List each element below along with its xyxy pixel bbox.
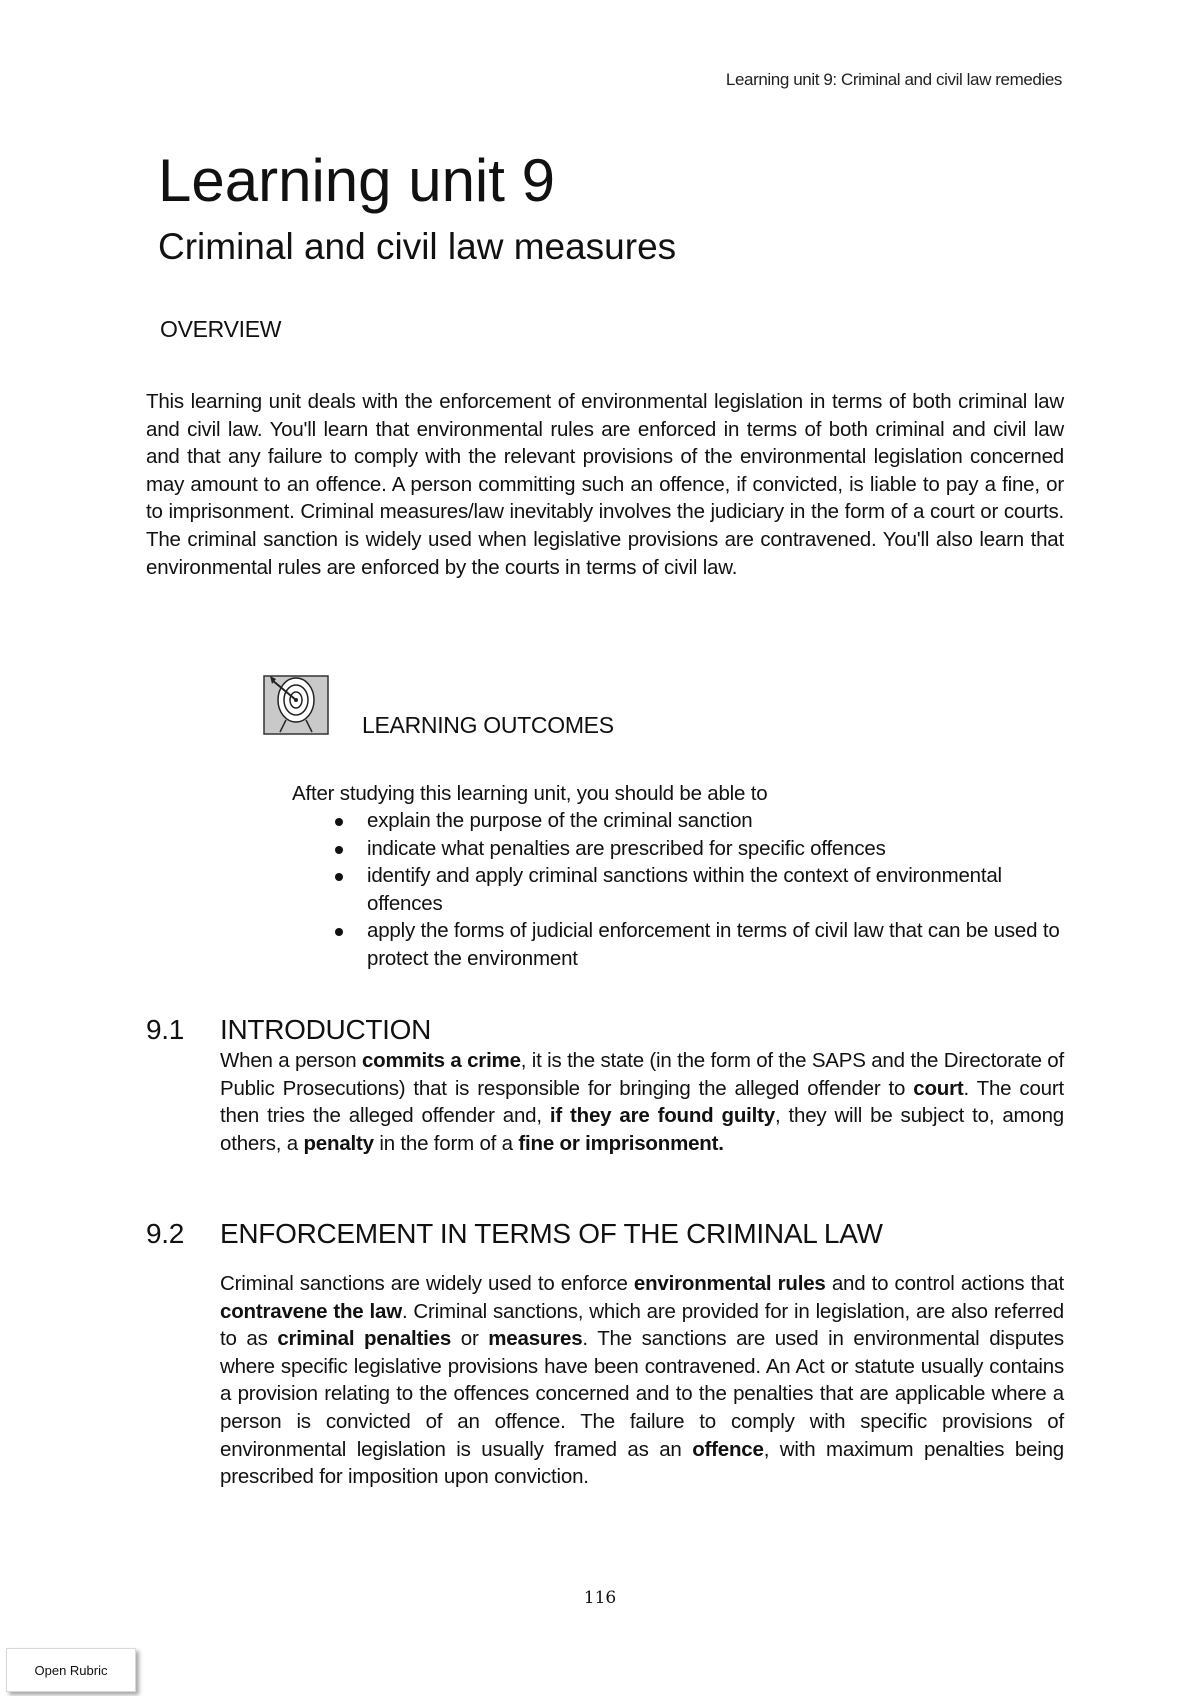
overview-heading: OVERVIEW [160, 316, 282, 342]
section-9-2-number: 9.2 [146, 1218, 185, 1249]
bullet-icon [335, 873, 343, 881]
section-9-2-title: ENFORCEMENT IN TERMS OF THE CRIMINAL LAW [220, 1218, 883, 1249]
section-9-1-number: 9.1 [146, 1014, 185, 1045]
outcomes-heading: LEARNING OUTCOMES [362, 712, 614, 738]
unit-subtitle: Criminal and civil law measures [158, 226, 677, 267]
page-number: 116 [583, 1588, 617, 1608]
outcomes-intro: After studying this learning unit, you should be able to [292, 782, 768, 805]
section-9-1-title: INTRODUCTION [220, 1014, 432, 1045]
overview-paragraph: This learning unit deals with the enforcement of environmental legislation in terms of both criminal law and civil law. You'll learn that environmental rules are enforced in terms of both criminal and civil law and that any failure to comply with the relevant provisions of the environmental legislation concerned may amount to an offence. A person committing such an offence, if convicted, is liable to pay a fine, or to imprisonment. Criminal measures/law inevitably involves the judiciary in the form of a court or courts. The criminal sanction is widely used when legislative provisions are contravened. You'll also learn that environmental rules are enforced by the courts in terms of civil law. [146, 390, 1064, 579]
section-9-1-paragraph: When a person commits a crime, it is the state (in the form of the SAPS and the Directorate of Public Prosecutions) that is responsible for bringing the alleged offender to court. The court then tries the alleged offender and, if they are found guilty, they will be subject to, among others, a penalty in the form of a fine or imprisonment. [220, 1049, 1065, 1155]
outcome-item: identify and apply criminal sanctions within the context of environmental offences [335, 862, 1065, 917]
outcome-item: apply the forms of judicial enforcement in terms of civil law that can be used to protect the environment [335, 917, 1065, 972]
outcomes-list [335, 807, 1065, 973]
unit-title: Learning unit 9 [158, 147, 555, 214]
outcome-item: explain the purpose of the criminal sanction [335, 807, 1065, 835]
outcome-target-icon [262, 670, 330, 736]
section-9-2-paragraph: Criminal sanctions are widely used to enforce environmental rules and to control actions that contravene the law. Criminal sanctions, which are provided for in legislation, are also referred to as criminal penalties or measures. The sanctions are used in environmental disputes where specific legislative provisions have been contravened. An Act or statute usually contains a provision relating to the offences concerned and to the penalties that are applicable where a person is convicted of an offence. The failure to comply with specific provisions of environmental legislation is usually framed as an offence, with maximum penalties being prescribed for imposition upon conviction. [220, 1272, 1065, 1489]
open-rubric-button[interactable]: Open Rubric [6, 1648, 136, 1692]
bullet-icon [335, 846, 343, 854]
bullet-icon [335, 928, 343, 936]
outcome-item: indicate what penalties are prescribed for specific offences [335, 835, 1065, 863]
bullet-icon [335, 818, 343, 826]
running-header: Learning unit 9: Criminal and civil law remedies [725, 70, 1062, 89]
